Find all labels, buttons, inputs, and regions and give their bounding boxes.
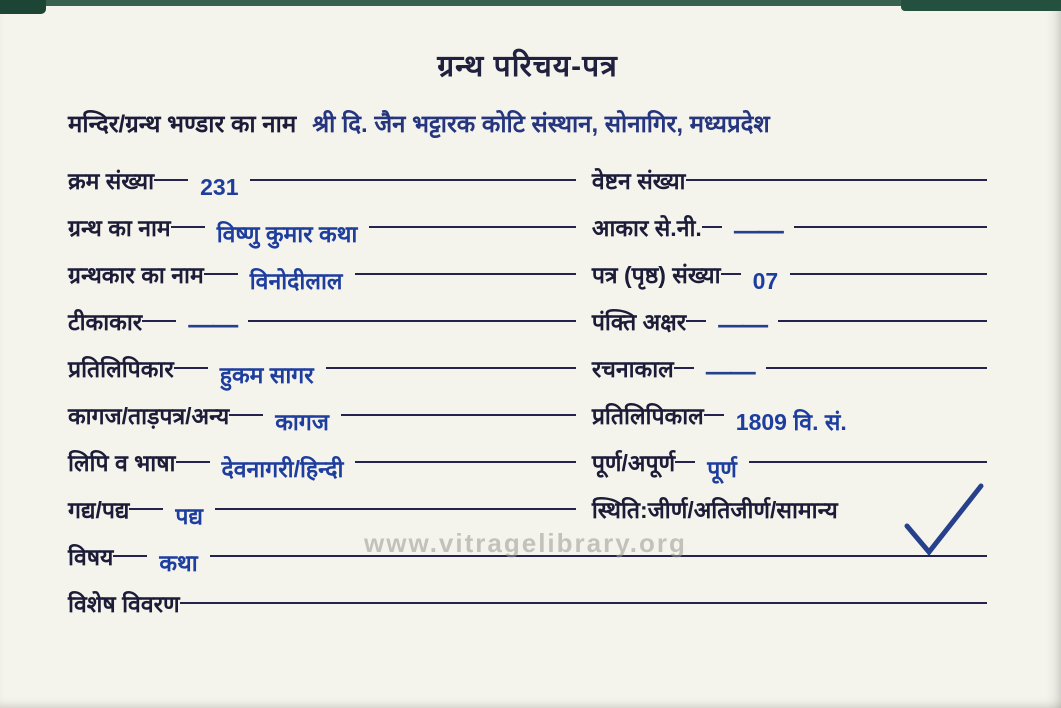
field-composition-date (592, 355, 987, 402)
size-cm-dash-mark: —— (733, 215, 782, 245)
lines-letters-dash-mark: —— (718, 309, 767, 339)
completeness-label: पूर्ण/अपूर्ण (591, 450, 676, 476)
prose-verse-label: गद्य/पद्य (68, 497, 130, 523)
rule-segment (171, 214, 205, 228)
form-row (68, 590, 987, 637)
rule-line (180, 590, 987, 604)
rule-line (248, 308, 576, 322)
form-row (68, 402, 987, 449)
bundle-number-label: वेष्टन संख्या (591, 168, 686, 194)
form-row (68, 449, 987, 496)
rule-segment (154, 167, 188, 181)
commentator-label: टीकाकार (68, 309, 143, 335)
field-author-name (68, 261, 592, 308)
rule-line (686, 167, 987, 181)
rule-line (749, 449, 987, 463)
rule-segment (674, 355, 694, 369)
composition-date-dash-mark: —— (705, 356, 754, 386)
composition-date-label: रचनाकाल (591, 356, 674, 382)
form-title: ग्रन्थ परिचय-पत्र (437, 50, 618, 83)
rule-segment (176, 449, 210, 463)
field-bundle-number (592, 167, 987, 214)
rule-segment (702, 214, 722, 228)
material-label: कागज/ताड़पत्र/अन्य (68, 403, 230, 429)
field-copyist (68, 355, 592, 402)
field-special-details (68, 590, 987, 637)
serial-number-label: क्रम संख्या (68, 168, 155, 194)
field-lines-letters (592, 308, 987, 355)
field-page-count (592, 261, 987, 308)
rule-line (369, 214, 575, 228)
form-row (68, 214, 987, 261)
rule-segment (704, 402, 724, 416)
form-row (68, 261, 987, 308)
page-count-value: 07 (752, 268, 779, 294)
material-value: कागज (275, 409, 329, 435)
rule-segment (675, 449, 695, 463)
rule-segment (113, 543, 147, 557)
field-commentator (68, 308, 592, 355)
field-script-language (68, 449, 592, 496)
rule-segment (204, 261, 238, 275)
script-language-label: लिपि व भाषा (68, 450, 176, 476)
field-book-name (68, 214, 592, 261)
watermark-text: www.vitragelibrary.org (364, 528, 687, 558)
rule-line (355, 261, 576, 275)
form-row (68, 308, 987, 355)
rule-line (766, 355, 987, 369)
copyist-label: प्रतिलिपिकार (68, 356, 174, 382)
subject-value: कथा (159, 550, 198, 576)
rule-segment (229, 402, 263, 416)
rule-segment (174, 355, 208, 369)
field-size-cm (592, 214, 987, 261)
copy-date-value: 1809 वि. सं. (735, 409, 847, 435)
bhandar-name-label: मन्दिर/ग्रन्थ भण्डार का नाम (68, 111, 297, 138)
prose-verse-value: पद्य (175, 503, 203, 529)
script-language-value: देवनागरी/हिन्दी (221, 456, 344, 482)
rule-segment (686, 308, 706, 322)
commentator-dash-mark: —— (188, 309, 237, 339)
book-name-label: ग्रन्थ का नाम (68, 215, 171, 241)
rule-line (355, 449, 575, 463)
author-name-value: विनोदीलाल (249, 268, 343, 294)
rule-segment (721, 261, 741, 275)
scan-artifact-top-left (0, 0, 46, 14)
rule-line (790, 261, 987, 275)
rule-line (215, 496, 576, 510)
field-material (68, 402, 592, 449)
rule-line (341, 402, 576, 416)
copyist-value: हुकम सागर (219, 362, 314, 388)
form-grid (68, 167, 987, 637)
author-name-label: ग्रन्थकार का नाम (68, 262, 204, 288)
rule-line (326, 355, 576, 369)
subject-label: विषय (68, 544, 114, 570)
rule-segment (142, 308, 176, 322)
condition-label: स्थिति:जीर्ण/अतिजीर्ण/सामान्य (591, 497, 838, 523)
field-bhandar-name (68, 107, 987, 153)
serial-number-value: 231 (200, 174, 239, 200)
rule-line (794, 214, 987, 228)
copy-date-label: प्रतिलिपिकाल (591, 403, 704, 429)
rule-line (778, 308, 987, 322)
rule-segment (129, 496, 163, 510)
field-serial-number (68, 167, 592, 214)
bhandar-name-value: श्री दि. जैन भट्टारक कोटि संस्थान, सोनागिर, मध्यप्रदेश (312, 111, 770, 138)
form-row (68, 167, 987, 214)
size-cm-label: आकार से.नी. (591, 215, 702, 241)
completeness-value: पूर्ण (707, 456, 737, 482)
special-details-label: विशेष विवरण (68, 591, 180, 617)
page-count-label: पत्र (पृष्ठ) संख्या (591, 262, 721, 288)
rule-line (250, 167, 575, 181)
form-row (68, 355, 987, 402)
book-name-value: विष्णु कुमार कथा (216, 221, 358, 247)
lines-letters-label: पंक्ति अक्षर (591, 309, 687, 335)
field-copy-date (592, 402, 987, 449)
